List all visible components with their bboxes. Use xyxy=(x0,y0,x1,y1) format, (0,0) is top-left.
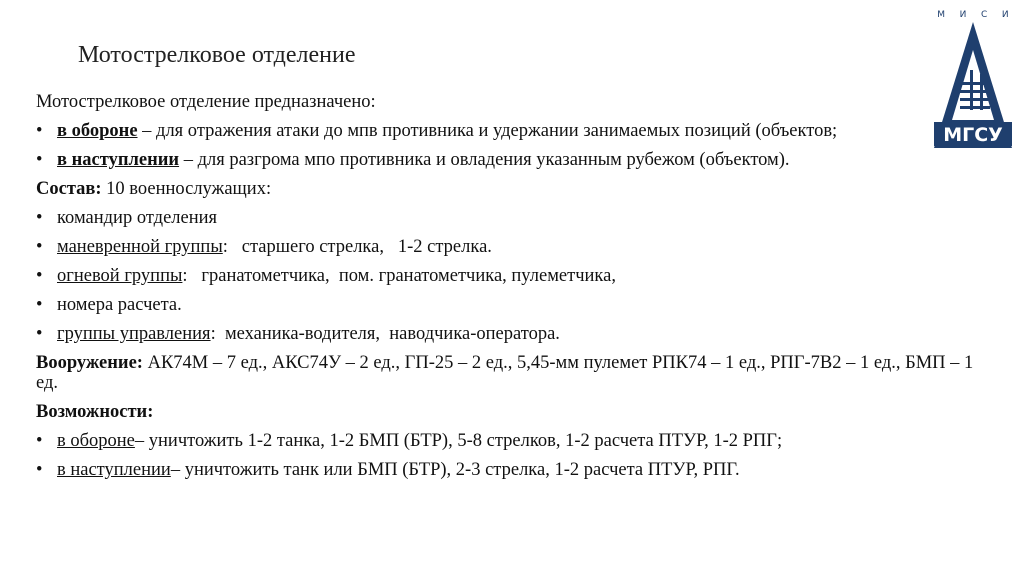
composition-text: 10 военнослужащих: xyxy=(101,179,272,199)
cap-offense-label: в наступлении xyxy=(57,460,171,480)
control-label: группы управления xyxy=(57,324,211,344)
bullet-dot: • xyxy=(36,295,43,315)
fire-text: : гранатометчика, пом. гранатометчика, пулеметчика, xyxy=(182,266,616,286)
armament-label: Вооружение: xyxy=(36,353,143,373)
maneuver-text: : старшего стрелка, 1-2 стрелка. xyxy=(222,237,492,257)
bullet-control xyxy=(36,324,996,344)
capabilities-line xyxy=(36,402,996,422)
armament-text: АК74М – 7 ед., АКС74У – 2 ед., ГП-25 – 2 ед., 5,45-мм пулемет РПК74 – 1 ед., РПГ-7В2 – 1 ед., БМП – 1 ед. xyxy=(36,353,974,393)
bullet-offense xyxy=(36,150,996,170)
logo-text: МГСУ xyxy=(943,124,1003,146)
logo-letter: И xyxy=(959,10,967,20)
bullet-defense xyxy=(36,121,996,141)
bullet-dot: • xyxy=(36,237,43,257)
cap-offense-text: – уничтожить танк или БМП (БТР), 2-3 стрелка, 1-2 расчета ПТУР, РПГ. xyxy=(170,460,740,480)
offense-label: в наступлении xyxy=(57,150,180,170)
control-text: : механика-водителя, наводчика-оператора. xyxy=(210,324,560,344)
defense-text: – для отражения атаки до мпв противника и удержании занимаемых позиций (объектов; xyxy=(137,121,838,141)
logo-letter: М xyxy=(937,10,946,20)
capabilities-label: Возможности: xyxy=(36,402,154,422)
offense-text: – для разгрома мпо противника и овладения указанным рубежом (объектом). xyxy=(179,150,790,170)
bullet-dot: • xyxy=(36,150,43,170)
slide-content xyxy=(36,92,996,489)
bullet-dot: • xyxy=(36,460,43,480)
bullet-crew xyxy=(36,295,996,315)
bullet-dot: • xyxy=(36,266,43,286)
defense-label: в обороне xyxy=(57,121,138,141)
bullet-commander xyxy=(36,208,996,228)
logo-letter: И xyxy=(1001,10,1009,20)
crew-text: номера расчета. xyxy=(57,295,182,315)
maneuver-label: маневренной группы xyxy=(57,237,223,257)
bullet-cap-offense xyxy=(36,460,996,480)
bullet-dot: • xyxy=(36,431,43,451)
bullet-dot: • xyxy=(36,121,43,141)
bullet-maneuver xyxy=(36,237,996,257)
composition-label: Состав: xyxy=(36,179,102,199)
bullet-fire xyxy=(36,266,996,286)
slide-title: Мотострелковое отделение xyxy=(78,42,356,68)
logo-letter: С xyxy=(981,10,988,20)
bullet-dot: • xyxy=(36,208,43,228)
bullet-cap-defense xyxy=(36,431,996,451)
intro-line: Мотострелковое отделение предназначено: xyxy=(36,92,376,112)
bullet-dot: • xyxy=(36,324,43,344)
cap-defense-label: в обороне xyxy=(57,431,135,451)
composition-line xyxy=(36,179,996,199)
fire-label: огневой группы xyxy=(57,266,183,286)
armament-line xyxy=(36,353,996,393)
cap-defense-text: – уничтожить 1-2 танка, 1-2 БМП (БТР), 5-8 стрелков, 1-2 расчета ПТУР, 1-2 РПГ; xyxy=(134,431,783,451)
commander-text: командир отделения xyxy=(57,208,218,228)
